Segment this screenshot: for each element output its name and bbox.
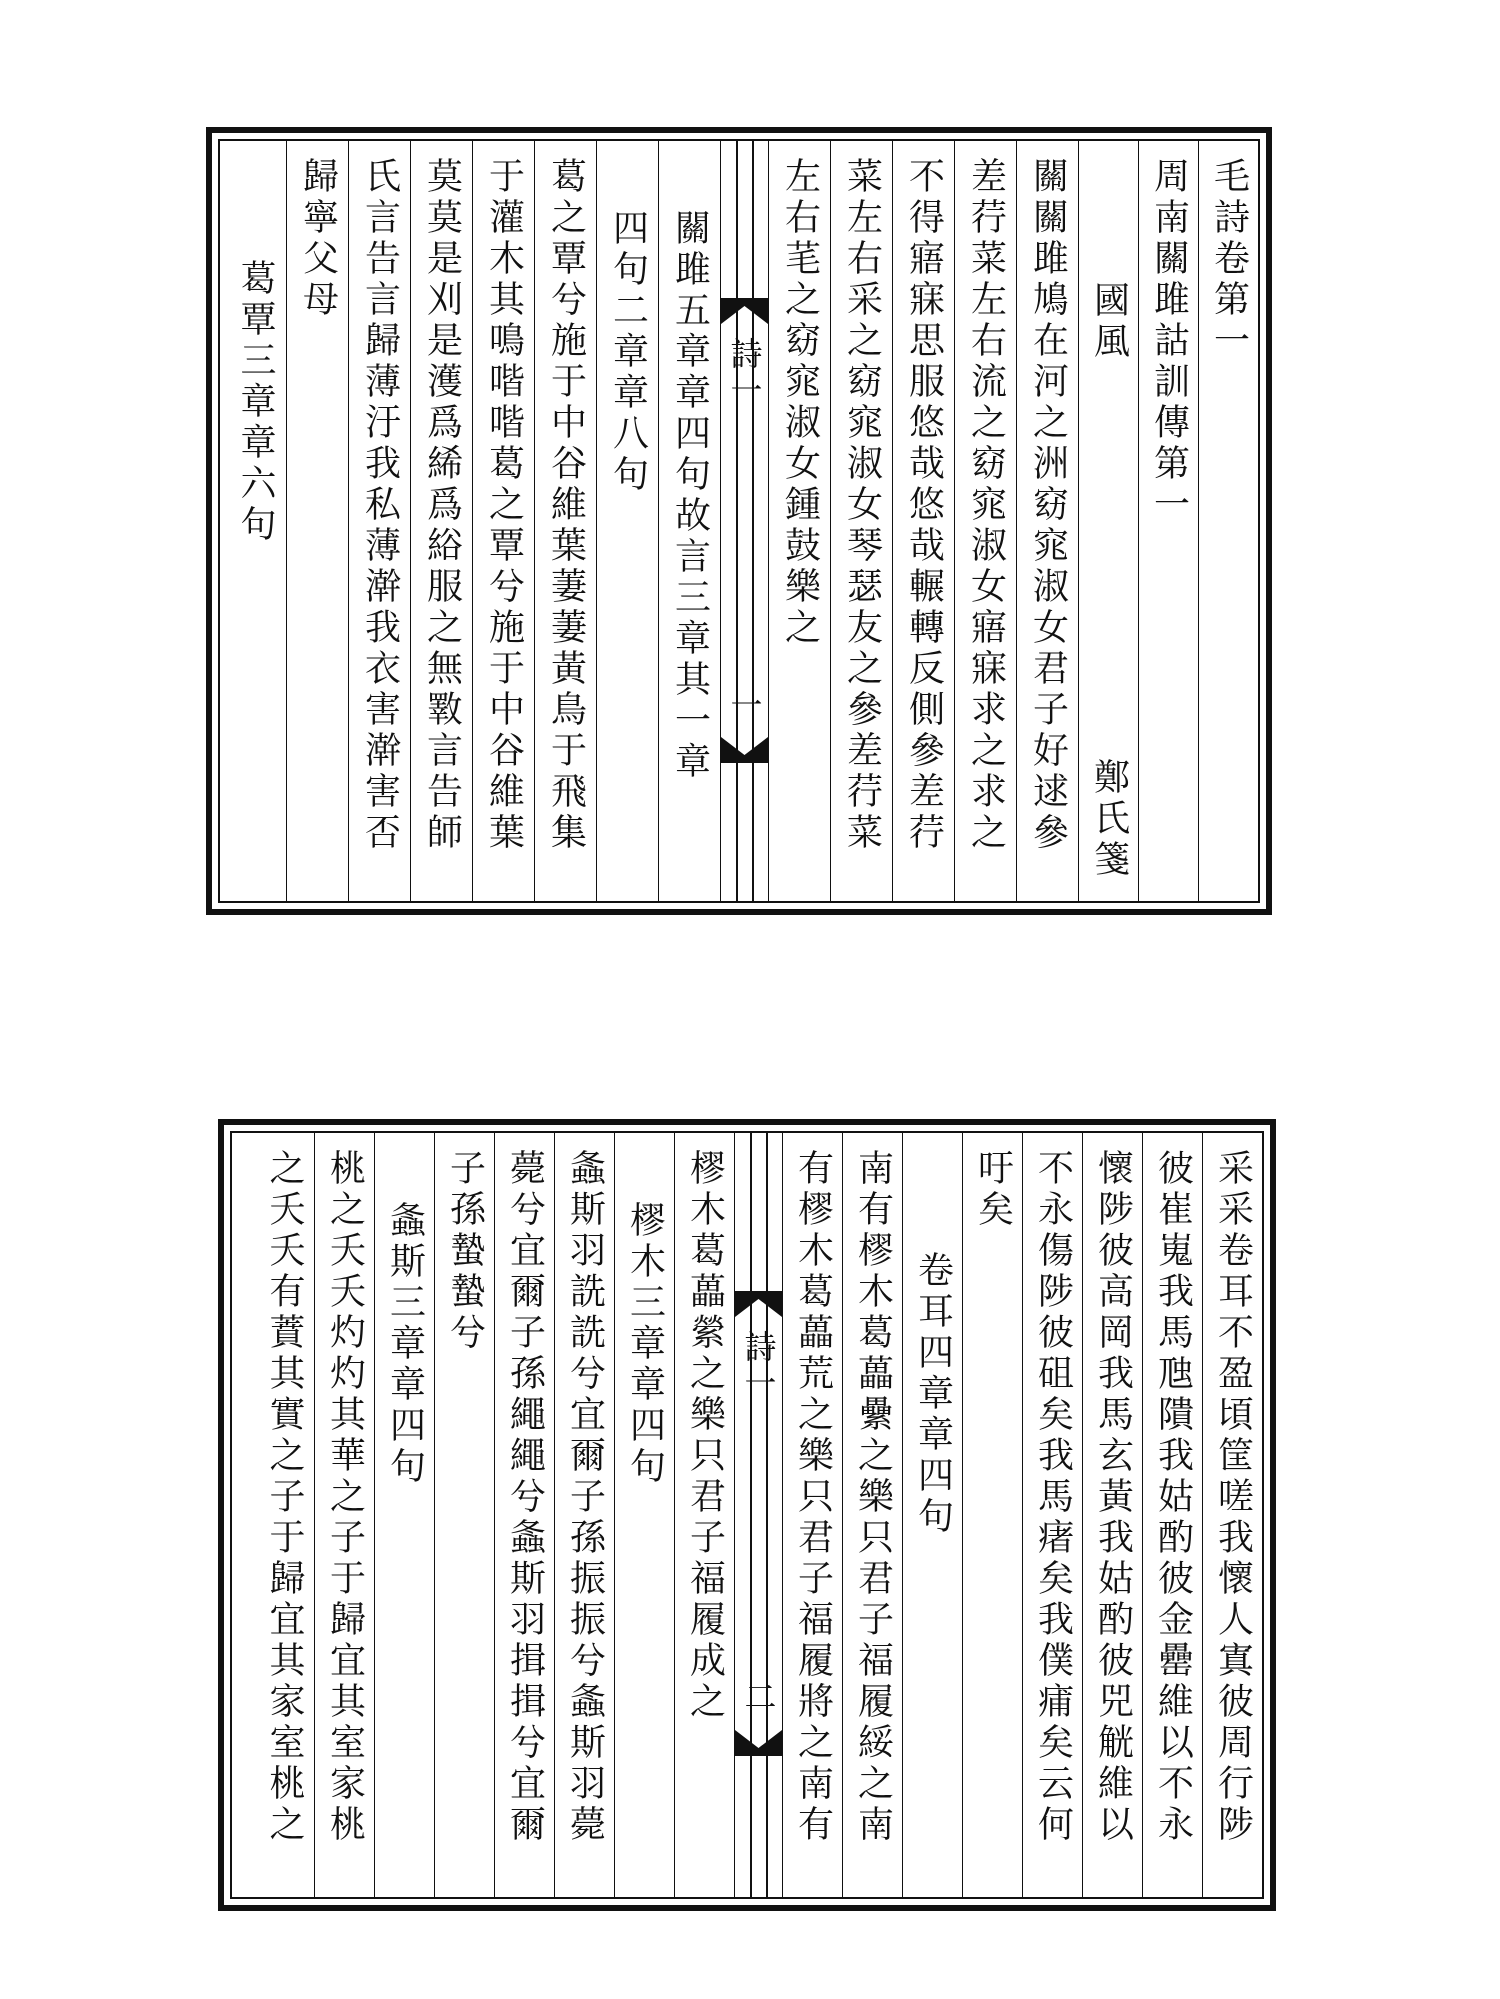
center-fold-column: [734, 1133, 782, 1897]
text-column: 彼崔嵬我馬虺隤我姑酌彼金罍維以不永: [1142, 1133, 1202, 1897]
text-column: 桃之夭夭灼灼其華之子于歸宜其室家桃: [314, 1133, 374, 1897]
text-column: 歸寧父母: [286, 141, 348, 901]
text-column: 不得寤寐思服悠哉悠哉輾轉反側參差荇: [892, 141, 954, 901]
text-column: 左右芼之窈窕淑女鍾鼓樂之: [768, 141, 830, 901]
text-column: 不永傷陟彼砠矣我馬瘏矣我僕痡矣云何: [1022, 1133, 1082, 1897]
text-column: 毛詩卷第一: [1198, 141, 1258, 901]
text-column: 樛木葛藟縈之樂只君子福履成之: [674, 1133, 734, 1897]
columns-bottom: [232, 1133, 1262, 1897]
text-column: 氏言告言歸薄汙我私薄澣我衣害澣害否: [348, 141, 410, 901]
fold-label-lower: 二: [739, 1680, 778, 1716]
fish-tail-upper: [735, 1291, 782, 1317]
signature: 鄭氏箋: [1088, 758, 1130, 881]
fold-label-upper: 詩一: [739, 1330, 778, 1402]
text-column: 懷陟彼高岡我馬玄黃我姑酌彼兕觥維以: [1082, 1133, 1142, 1897]
text-column: 有樛木葛藟荒之樂只君子福履將之南有: [782, 1133, 842, 1897]
text-column: 子孫蟄蟄兮: [434, 1133, 494, 1897]
text-column: 關關雎鳩在河之洲窈窕淑女君子好逑參: [1016, 141, 1078, 901]
text-column: 莫莫是刈是濩爲絺爲綌服之無斁言告師: [410, 141, 472, 901]
fold-label-upper: 詩一: [725, 337, 764, 409]
text-column: 南有樛木葛藟纍之樂只君子福履綏之南: [842, 1133, 902, 1897]
fold-rule: [752, 141, 754, 901]
fish-tail-lower: [735, 1730, 782, 1756]
text-column: 采采卷耳不盈頃筐嗟我懷人寘彼周行陟: [1202, 1133, 1262, 1897]
page-bottom: [218, 1119, 1276, 1911]
text-column: 樛木三章章四句: [614, 1133, 674, 1897]
fold-rule: [736, 141, 738, 901]
text-column: 周南關雎詁訓傳第一: [1138, 141, 1198, 901]
text-column: 葛覃三章章六句: [235, 259, 276, 546]
text-column: 卷耳四章章四句: [902, 1133, 962, 1897]
page-top: [206, 127, 1272, 915]
text-column: 葛之覃兮施于中谷維葉萋萋黃鳥于飛集: [534, 141, 596, 901]
section-title: 國風: [1088, 281, 1130, 363]
fold-rule: [766, 1133, 768, 1897]
fish-tail-lower: [721, 737, 768, 763]
text-column: 關雎五章章四句故言三章其一章: [658, 141, 720, 901]
text-column: 螽斯三章章四句: [374, 1133, 434, 1897]
text-column: 四句二章章八句: [596, 141, 658, 901]
text-column: 吁矣: [962, 1133, 1022, 1897]
fish-tail-upper: [721, 298, 768, 324]
center-fold-column: [720, 141, 768, 901]
text-column: [1078, 141, 1138, 901]
text-column: 薨兮宜爾子孫繩繩兮螽斯羽揖揖兮宜爾: [494, 1133, 554, 1897]
text-column: 菜左右采之窈窕淑女琴瑟友之參差荇菜: [830, 141, 892, 901]
text-column: 于灌木其鳴喈喈葛之覃兮施于中谷維葉: [472, 141, 534, 901]
columns-top: [220, 141, 1258, 901]
fold-label-lower: 一: [725, 688, 764, 724]
text-column: 差荇菜左右流之窈窕淑女寤寐求之求之: [954, 141, 1016, 901]
text-column: 之夭夭有蕡其實之子于歸宜其家室桃之: [264, 1149, 305, 1846]
fold-rule: [750, 1133, 752, 1897]
text-column: 螽斯羽詵詵兮宜爾子孫振振兮螽斯羽薨: [554, 1133, 614, 1897]
